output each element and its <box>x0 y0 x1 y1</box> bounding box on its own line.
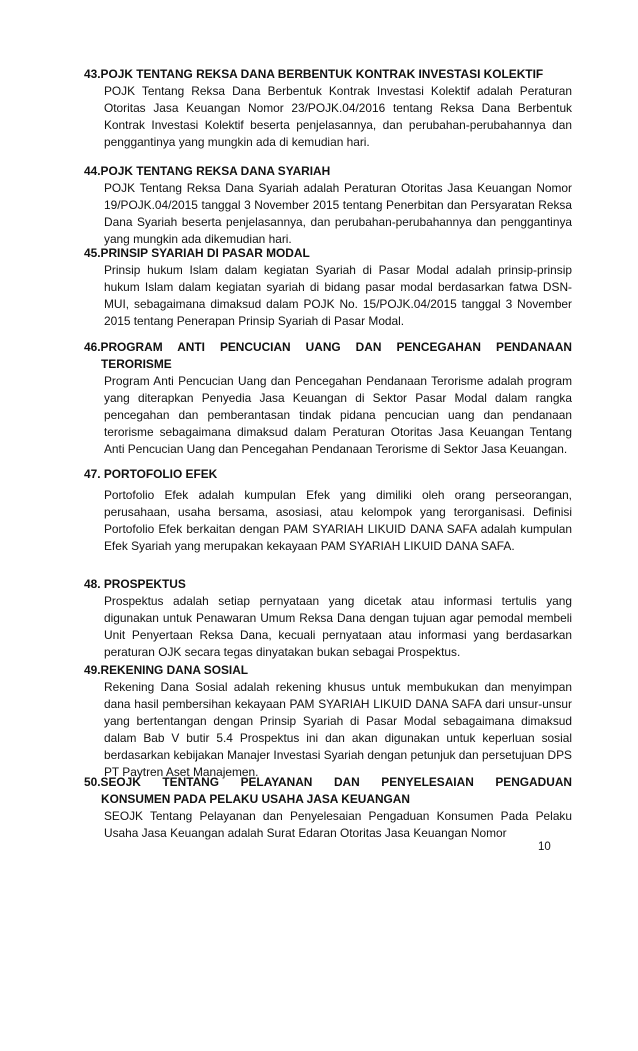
entry-heading-line-1: 50.SEOJK TENTANG PELAYANAN DAN PENYELESAIAN PENGADUAN <box>84 775 572 789</box>
entry-body: Prospektus adalah setiap pernyataan yang dicetak atau informasi tertulis yang digunakan untuk Penawaran Umum Reksa Dana dengan tujuan agar pemodal membeli Unit Penyertaan Reksa Dana, kecuali pernyataan atau informasi yang berdasarkan peraturan OJK secara tegas dinyatakan bukan sebagai Prospektus. <box>104 594 572 659</box>
entry-body: SEOJK Tentang Pelayanan dan Penyelesaian Pengaduan Konsumen Pada Pelaku Usaha Jasa Keuangan adalah Surat Edaran Otoritas Jasa Keuangan Nomor <box>104 809 572 840</box>
entry-46 <box>84 339 572 458</box>
entry-heading-line-2: TERORISME <box>101 357 172 371</box>
entry-48 <box>84 576 572 661</box>
entry-body: Portofolio Efek adalah kumpulan Efek yang dimiliki oleh orang perseorangan, perusahaan, usaha bersama, asosiasi, atau kelompok yang terorganisasi. Definisi Portofolio Efek berkaitan dengan PAM SYARIAH LIKUID DANA SAFA adalah kumpulan Efek Syariah yang merupakan kekayaan PAM SYARIAH LIKUID DANA SAFA. <box>104 488 572 553</box>
entry-heading: 47. PORTOFOLIO EFEK <box>84 467 218 481</box>
entry-heading <box>84 774 572 808</box>
entry-heading-line-2: KONSUMEN PADA PELAKU USAHA JASA KEUANGAN <box>101 792 410 806</box>
entry-43 <box>84 66 572 151</box>
entry-body: Prinsip hukum Islam dalam kegiatan Syariah di Pasar Modal adalah prinsip-prinsip hukum Islam dalam kegiatan syariah di bidang pasar modal berdasarkan fatwa DSN-MUI, sebagaimana dimaksud dalam POJK No. 15/POJK.04/2015 tanggal 3 November 2015 tentang Penerapan Prinsip Syariah di Pasar Modal. <box>104 263 572 328</box>
entry-heading <box>84 339 572 373</box>
entry-heading: 44.POJK TENTANG REKSA DANA SYARIAH <box>84 164 331 178</box>
entry-heading: 48. PROSPEKTUS <box>84 577 186 591</box>
entry-body: POJK Tentang Reksa Dana Syariah adalah Peraturan Otoritas Jasa Keuangan Nomor 19/POJK.04/2015 tanggal 3 November 2015 tentang Penerbitan dan Persyaratan Reksa Dana Syariah beserta penjelasannya, dan perubahan-perubahannya dan penggantinya yang mungkin ada dikemudian hari. <box>104 181 572 246</box>
entry-body: POJK Tentang Reksa Dana Berbentuk Kontrak Investasi Kolektif adalah Peraturan Otoritas Jasa Keuangan Nomor 23/POJK.04/2016 tentang Reksa Dana Berbentuk Kontrak Investasi Kolektif beserta penjelasannya, dan perubahan-perubahannya dan penggantinya yang mungkin ada di kemudian hari. <box>104 84 572 149</box>
entry-49 <box>84 662 572 781</box>
entry-45 <box>84 245 572 330</box>
entry-47 <box>84 466 572 555</box>
entry-heading-line-1: 46.PROGRAM ANTI PENCUCIAN UANG DAN PENCEGAHAN PENDANAAN <box>84 340 572 354</box>
entry-body: Rekening Dana Sosial adalah rekening khusus untuk membukukan dan menyimpan dana hasil pembersihan kekayaan PAM SYARIAH LIKUID DANA SAFA dari unsur-unsur yang bertentangan dengan Prinsip Syariah di Pasar Modal sebagaimana dimaksud dalam Bab V butir 5.4 Prospektus ini dan akan digunakan untuk keperluan sosial berdasarkan kebijakan Manajer Investasi Syariah dengan petunjuk dan persetujuan DPS PT Paytren Aset Manajemen. <box>104 680 572 779</box>
entry-heading: 49.REKENING DANA SOSIAL <box>84 663 249 677</box>
entry-44 <box>84 163 572 248</box>
entry-heading: 45.PRINSIP SYARIAH DI PASAR MODAL <box>84 246 310 260</box>
page-number: 10 <box>538 841 551 853</box>
entry-heading: 43.POJK TENTANG REKSA DANA BERBENTUK KONTRAK INVESTASI KOLEKTIF <box>84 67 544 81</box>
entry-body: Program Anti Pencucian Uang dan Pencegahan Pendanaan Terorisme adalah program yang diterapkan Penyedia Jasa Keuangan di Sektor Pasar Modal dalam rangka pencegahan dan pemberantasan tindak pidana pencucian uang dan pendanaan terorisme sebagaimana dimaksud dalam Peraturan Otoritas Jasa Keuangan Tentang Anti Pencucian Uang dan Pencegahan Pendanaan Terorisme di Sektor Jasa Keuangan. <box>104 374 572 456</box>
entry-50 <box>84 774 572 842</box>
